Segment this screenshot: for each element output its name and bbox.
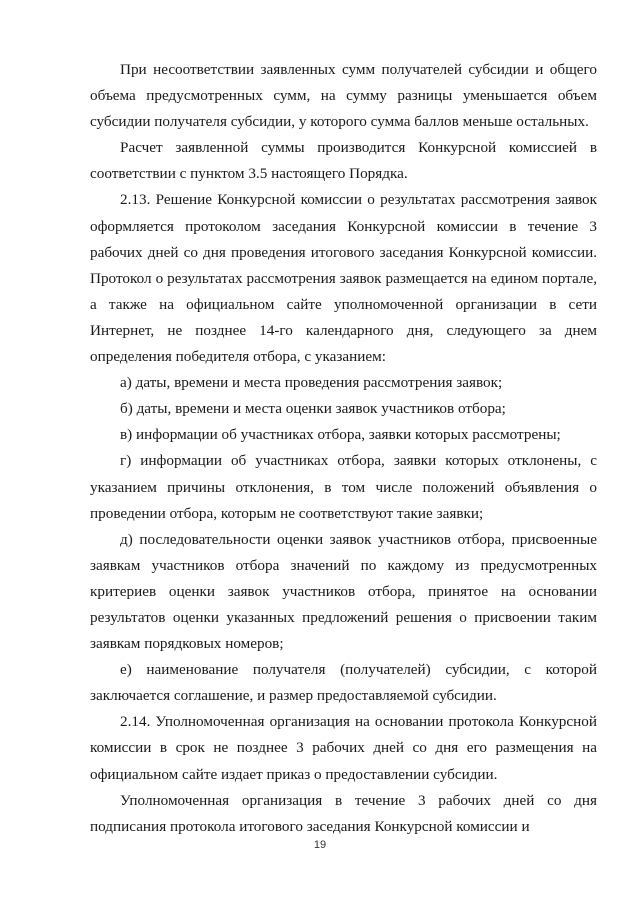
paragraph-calculation: Расчет заявленной суммы производится Конкурсной комиссией в соответствии с пунктом 3.5 настоящего Порядка. [90, 139, 597, 183]
paragraph-2-13: 2.13. Решение Конкурсной комиссии о результатах рассмотрения заявок оформляется протоколом заседания Конкурсной комиссии в течение 3 рабочих дней со дня проведения итогового заседания Конкурсной комиссии. Протокол о результатах рассмотрения заявок размещается на едином портале, а также на официальном сайте уполномоченной организации в сети Интернет, не позднее 14-го календарного дня, следующего за днем определения победителя отбора, с указанием: [90, 191, 597, 366]
paragraph-2-14: 2.14. Уполномоченная организация на основании протокола Конкурсной комиссии в срок не позднее 3 рабочих дней со дня его размещения на официальном сайте издает приказ о предоставлении субсидии. [90, 713, 597, 783]
document-body [90, 57, 597, 840]
list-item-e: е) наименование получателя (получателей) субсидии, с которой заключается соглашение, и размер предоставляемой субсидии. [90, 661, 597, 705]
paragraph-signing: Уполномоченная организация в течение 3 рабочих дней со дня подписания протокола итогового заседания Конкурсной комиссии и [90, 791, 597, 835]
list-item-b: б) даты, времени и места оценки заявок участников отбора; [120, 400, 506, 418]
list-item-v: в) информации об участниках отбора, заявки которых рассмотрены; [120, 426, 561, 444]
page-number: 19 [313, 839, 327, 851]
list-item-a: а) даты, времени и места проведения рассмотрения заявок; [120, 374, 503, 392]
paragraph-discrepancy: При несоответствии заявленных сумм получателей субсидии и общего объема предусмотренных сумм, на сумму разницы уменьшается объем субсидии получателя субсидии, у которого сумма баллов меньше остальных. [90, 61, 597, 131]
list-item-d: д) последовательности оценки заявок участников отбора, присвоенные заявкам участников отбора значений по каждому из предусмотренных критериев оценки заявок участников отбора, принятое на основании результатов оценки указанных предложений решения о присвоении таким заявкам порядковых номеров; [90, 530, 597, 653]
list-item-g: г) информации об участниках отбора, заявки которых отклонены, с указанием причины отклонения, в том числе положений объявления о проведении отбора, которым не соответствуют такие заявки; [90, 452, 597, 522]
